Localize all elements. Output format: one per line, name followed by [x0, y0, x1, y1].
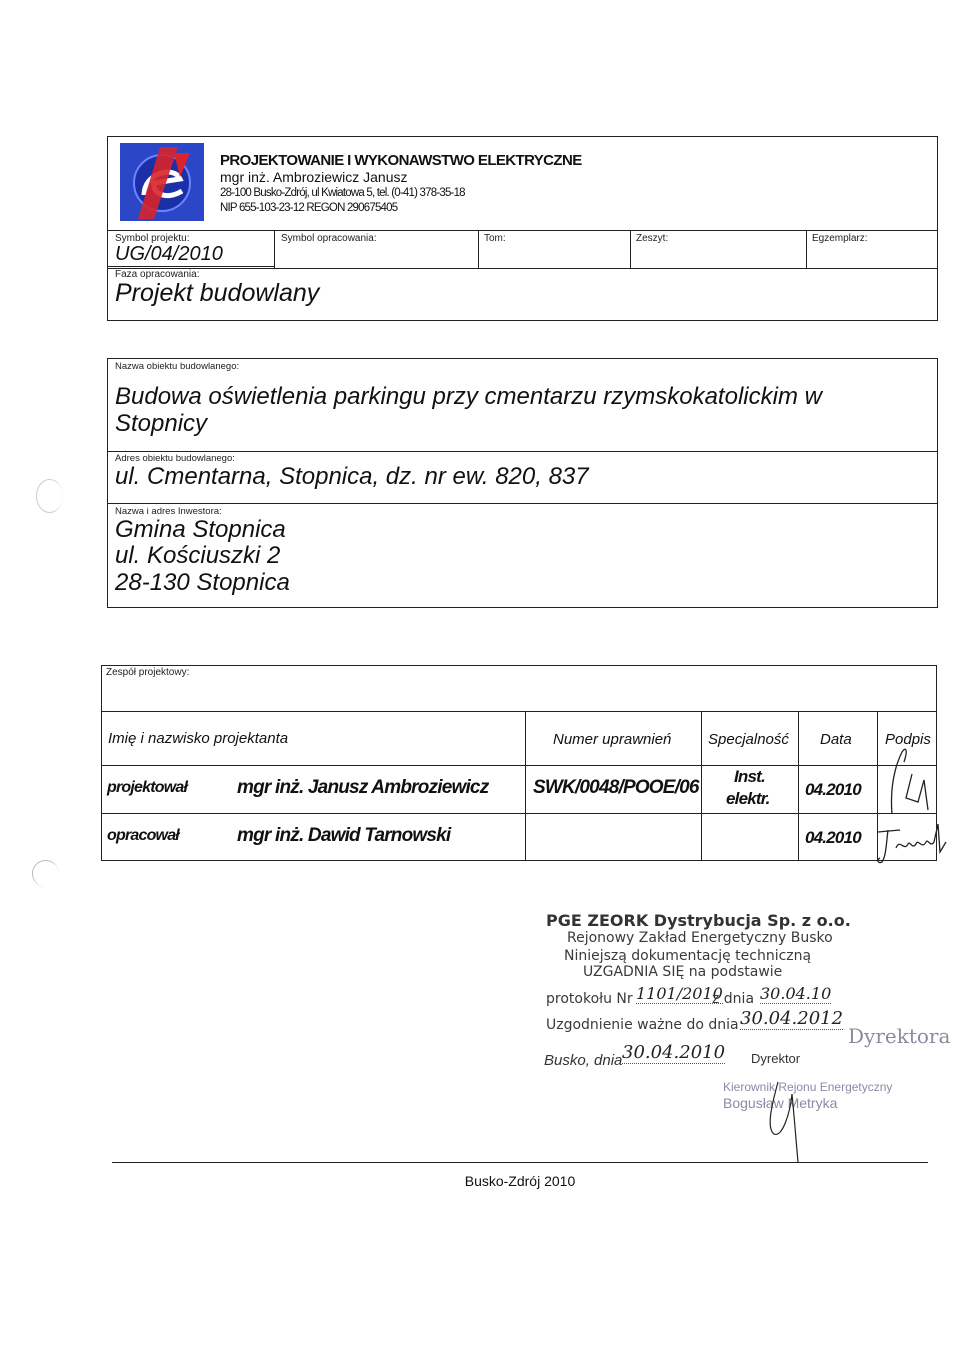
team-header-top	[101, 711, 937, 712]
header-license: Numer uprawnień	[553, 731, 672, 748]
company-address: 28-100 Busko-Zdrój, ul Kwiatowa 5, tel. (0-41) 378-35-18	[220, 187, 465, 199]
company-name: PROJEKTOWANIE I WYKONAWSTWO ELEKTRYCZNE	[220, 152, 582, 169]
team-label: Zespół projektowy:	[106, 667, 190, 678]
footer-line	[112, 1162, 928, 1163]
stamp-line3: Niniejszą dokumentację techniczną	[564, 948, 812, 964]
stamp-protokol-value: 1101/2010	[636, 984, 723, 1003]
stamp-dyrektor-label: Dyrektor	[751, 1051, 801, 1066]
team-col-specialty	[701, 711, 702, 861]
stamp-z-dnia-label: z dnia	[712, 991, 755, 1007]
row1-specialty-2: elektr.	[726, 789, 770, 808]
stamp-z-dnia-value: 30.04.10	[760, 984, 832, 1003]
field-divider-1	[274, 230, 275, 268]
symbol-projektu: UG/04/2010	[115, 243, 223, 265]
scan-mark-1	[36, 479, 63, 513]
object-divider-1	[107, 451, 938, 452]
object-name-label: Nazwa obiektu budowlanego:	[115, 361, 240, 372]
row1-license: SWK/0048/POOE/06	[533, 777, 699, 798]
signature-ambroziewicz	[878, 740, 958, 815]
faza-label: Faza opracowania:	[115, 269, 200, 280]
header-name: Imię i nazwisko projektanta	[108, 730, 289, 747]
field-divider-2	[478, 230, 479, 268]
stamp-busko-value: 30.04.2010	[622, 1042, 726, 1063]
header-signature: Podpis	[885, 731, 931, 748]
team-row-divider	[101, 813, 937, 814]
investor-line3: 28-130 Stopnica	[115, 569, 290, 596]
tom-label: Tom:	[484, 233, 506, 244]
scan-mark-2	[32, 860, 59, 887]
stamp-busko-label: Busko, dnia	[544, 1052, 623, 1069]
stamp-kierownik: Kierownik Rejonu Energetyczny	[723, 1080, 893, 1094]
symbol-projektu-label: Symbol projektu:	[115, 233, 190, 244]
egzemplarz-label: Egzemplarz:	[812, 233, 868, 244]
object-address: ul. Cmentarna, Stopnica, dz. nr ew. 820, 837	[115, 463, 589, 490]
row2-name: mgr inż. Dawid Tarnowski	[237, 825, 451, 846]
row1-name: mgr inż. Janusz Ambroziewicz	[237, 777, 489, 798]
signature-tarnowski	[874, 816, 954, 866]
stamp-dyrektor-overlay: Dyrektora	[848, 1024, 951, 1048]
fields-bottom-line-left	[107, 266, 274, 267]
company-logo	[120, 143, 204, 221]
object-name-line1: Budowa oświetlenia parkingu przy cmentarzu rzymskokatolickim w	[115, 383, 822, 410]
investor-line1: Gmina Stopnica	[115, 516, 286, 543]
company-ids: NIP 655-103-23-12 REGON 290675405	[220, 202, 398, 214]
field-divider-3	[630, 230, 631, 268]
stamp-uzgodnienie-value: 30.04.2012	[740, 1008, 844, 1029]
symbol-opracowania-label: Symbol opracowania:	[281, 233, 377, 244]
header-date: Data	[820, 731, 852, 748]
stamp-line4: UZGADNIA SIĘ na podstawie	[583, 964, 783, 980]
object-address-label: Adres obiektu budowlanego:	[115, 453, 235, 464]
row2-role: opracował	[107, 827, 179, 844]
stamp-company: PGE ZEORK Dystrybucja Sp. z o.o.	[546, 911, 851, 930]
row1-date: 04.2010	[805, 780, 861, 799]
field-divider-4	[806, 230, 807, 268]
investor-label: Nazwa i adres Inwestora:	[115, 506, 222, 517]
company-owner: mgr inż. Ambroziewicz Janusz	[220, 169, 408, 185]
object-divider-2	[107, 503, 938, 504]
team-col-license	[525, 711, 526, 861]
stamp-person: Bogusław Metryka	[723, 1095, 838, 1111]
row1-specialty-1: Inst.	[734, 767, 765, 786]
stamp-uzgodnienie-label: Uzgodnienie ważne do dnia	[546, 1017, 739, 1033]
object-name-line2: Stopnicy	[115, 410, 208, 437]
investor-line2: ul. Kościuszki 2	[115, 542, 281, 569]
footer-place-year: Busko-Zdrój 2010	[464, 1173, 576, 1189]
header-specialty: Specjalność	[708, 731, 789, 748]
stamp-protokol-label: protokołu Nr	[546, 991, 633, 1007]
stamp-signature	[752, 1074, 822, 1164]
zeszyt-label: Zeszyt:	[636, 233, 669, 244]
faza: Projekt budowlany	[115, 279, 320, 307]
logo-graphic	[120, 143, 204, 221]
team-col-date	[798, 711, 799, 861]
fields-bottom-line	[107, 268, 938, 269]
stamp-zone: Rejonowy Zakład Energetyczny Busko	[567, 930, 833, 946]
team-header-bottom	[101, 765, 937, 766]
fields-top-line	[107, 230, 938, 231]
row1-role: projektował	[107, 779, 188, 796]
row2-date: 04.2010	[805, 828, 861, 847]
